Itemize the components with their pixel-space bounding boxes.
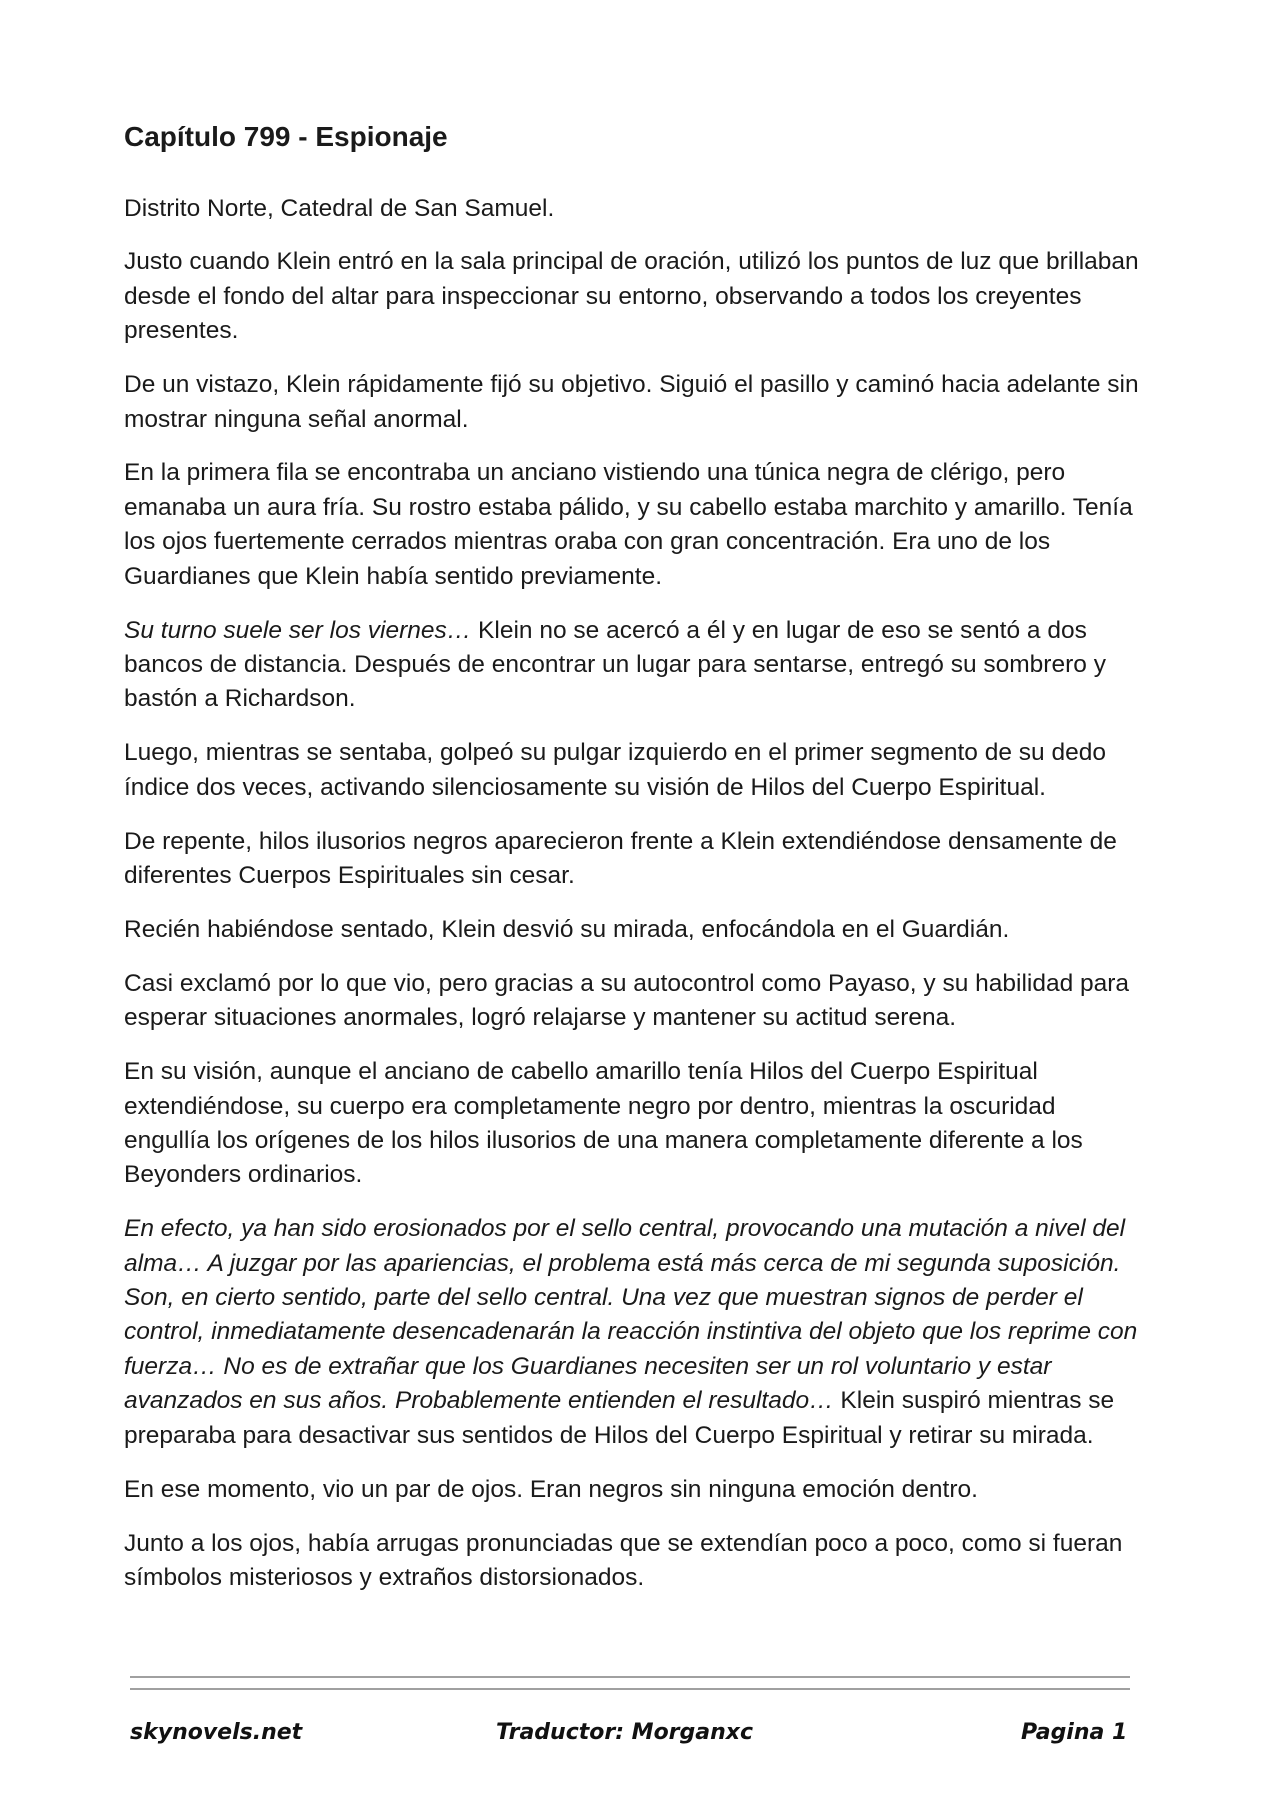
- chapter-title: Capítulo 799 - Espionaje: [124, 121, 448, 152]
- italic-thought: Su turno suele ser los viernes…: [124, 616, 472, 644]
- footer-divider: [130, 1688, 1130, 1690]
- document-body: [124, 120, 1140, 1615]
- footer-site: skynovels.net: [130, 1720, 303, 1745]
- paragraph: En su visión, aunque el anciano de cabello amarillo tenía Hilos del Cuerpo Espiritual extendiéndose, su cuerpo era completamente negro por dentro, mientras la oscuridad engullía los orígenes de los hilos ilusorios de una manera completamente diferente a los Beyonders ordinarios.: [124, 1058, 1083, 1189]
- paragraph: En efecto, ya han sido erosionados por el sello central, provocando una mutación a nivel del alma… A juzgar por las apariencias, el problema está más cerca de mi segunda suposición. Son, en cierto sentido, parte del sello central. Una vez que muestran signos de perder el control, inmediatamente desencadenarán la reacción instintiva del objeto que los reprime con fuerza… No es de extrañar que los Guardianes necesiten ser un rol voluntario y estar avanzados en sus años. Probablemente entienden el resultado… Klein suspiró mientras se preparaba para desactivar sus sentidos de Hilos del Cuerpo Espiritual y retirar su mirada.: [124, 1215, 1138, 1449]
- paragraph: Su turno suele ser los viernes… Klein no se acercó a él y en lugar de eso se sentó a dos bancos de distancia. Después de encontrar un lugar para sentarse, entregó su sombrero y bastón a Richardson.: [124, 616, 1106, 713]
- paragraph: Justo cuando Klein entró en la sala principal de oración, utilizó los puntos de luz que brillaban desde el fondo del altar para inspeccionar su entorno, observando a todos los creyentes presentes.: [124, 248, 1139, 345]
- paragraph: En ese momento, vio un par de ojos. Eran negros sin ninguna emoción dentro.: [124, 1475, 978, 1503]
- paragraph: Distrito Norte, Catedral de San Samuel.: [124, 195, 555, 222]
- paragraph: Casi exclamó por lo que vio, pero gracias a su autocontrol como Payaso, y su habilidad para esperar situaciones anormales, logró relajarse y mantener su actitud serena.: [124, 969, 1130, 1032]
- footer-divider: [130, 1676, 1130, 1678]
- paragraph: De un vistazo, Klein rápidamente fijó su objetivo. Siguió el pasillo y caminó hacia adelante sin mostrar ninguna señal anormal.: [124, 371, 1139, 433]
- paragraph: En la primera fila se encontraba un anciano vistiendo una túnica negra de clérigo, pero emanaba un aura fría. Su rostro estaba pálido, y su cabello estaba marchito y amarillo. Tenía los ojos fuertemente cerrados mientras oraba con gran concentración. Era uno de los Guardianes que Klein había sentido previamente.: [124, 459, 1133, 590]
- paragraph: Junto a los ojos, había arrugas pronunciadas que se extendían poco a poco, como si fueran símbolos misteriosos y extraños distorsionados.: [124, 1529, 1123, 1591]
- paragraph: De repente, hilos ilusorios negros aparecieron frente a Klein extendiéndose densamente de diferentes Cuerpos Espirituales sin cesar.: [124, 827, 1117, 889]
- italic-thought: En efecto, ya han sido erosionados por el sello central, provocando una mutación a nivel del alma… A juzgar por las apariencias, el problema está más cerca de mi segunda suposición. Son, en cierto sentido, parte del sello central. Una vez que muestran signos de perder el control, inmediatamente desencadenarán la reacción instintiva del objeto que los reprime con fuerza… No es de extrañar que los Guardianes necesiten ser un rol voluntario y estar avanzados en sus años. Probablemente entienden el resultado…: [124, 1215, 1138, 1415]
- paragraph: Recién habiéndose sentado, Klein desvió su mirada, enfocándola en el Guardián.: [124, 915, 1010, 943]
- footer-translator: Traductor: Morganxc: [496, 1720, 754, 1745]
- footer-page-number: Pagina 1: [1021, 1720, 1128, 1745]
- paragraph: Luego, mientras se sentaba, golpeó su pulgar izquierdo en el primer segmento de su dedo índice dos veces, activando silenciosamente su visión de Hilos del Cuerpo Espiritual.: [124, 739, 1106, 801]
